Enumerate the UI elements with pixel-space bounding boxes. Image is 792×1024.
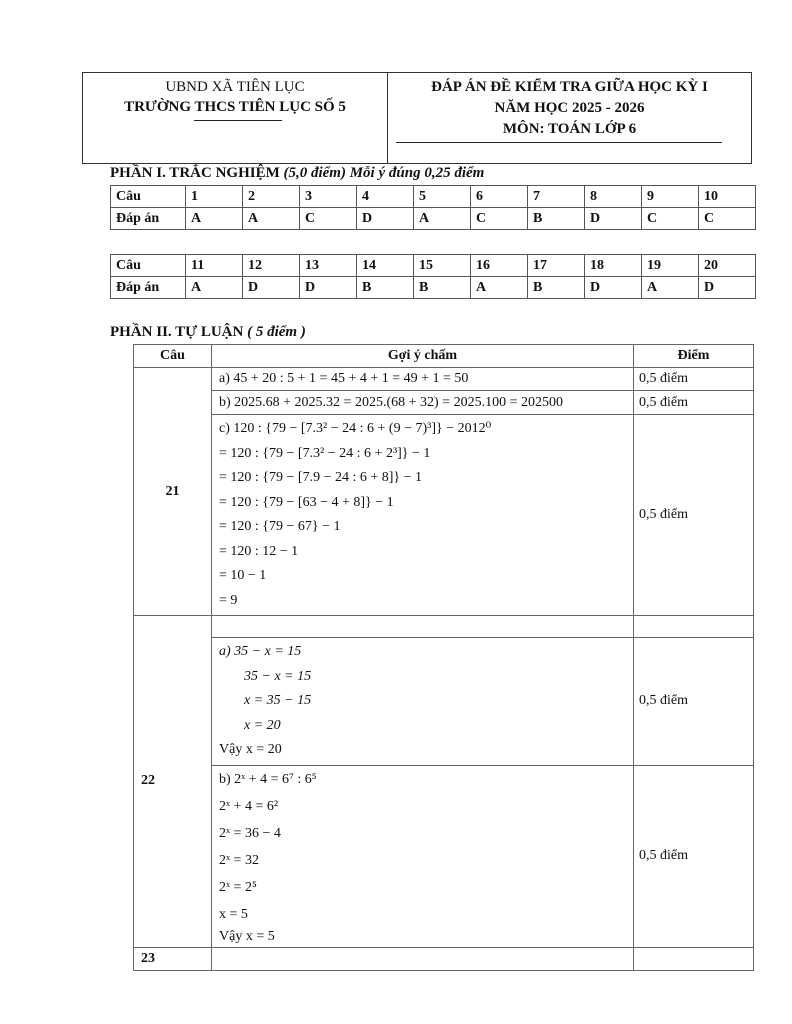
table-row-answers [111,277,756,299]
answer-cell: A [471,277,528,299]
solution-line: = 120 : {79 − [7.9 − 24 : 6 + 8]} − 1 [219,470,423,485]
question-number: 2 [243,186,300,208]
title-underline-divider [396,142,722,143]
question-number: 13 [300,255,357,277]
answer-cell: D [300,277,357,299]
document-header [82,72,752,164]
solution-line: a) 35 − x = 15 [219,644,302,659]
solution-q21c [212,415,634,616]
row-label-answer: Đáp án [111,277,186,299]
table-row-q21a [134,368,754,391]
question-number: 9 [642,186,699,208]
solution-line: x = 20 [244,717,281,733]
points-blank [634,616,754,638]
points-q21a: 0,5 điểm [634,368,754,391]
answer-cell: D [243,277,300,299]
table-row-questions [111,255,756,277]
question-number: 1 [186,186,243,208]
answer-cell: D [357,208,414,230]
question-number: 17 [528,255,585,277]
row-label-answer: Đáp án [111,208,186,230]
question-number: 11 [186,255,243,277]
question-number: 18 [585,255,642,277]
question-number: 6 [471,186,528,208]
table-row-q22b [134,765,754,947]
answer-cell: B [414,277,471,299]
school-year: NĂM HỌC 2025 - 2026 [494,100,645,116]
solution-q21a: a) 45 + 20 : 5 + 1 = 45 + 4 + 1 = 49 + 1 = 50 [212,368,634,391]
question-number: 5 [414,186,471,208]
question-number: 14 [357,255,414,277]
school-underline-divider [194,120,282,121]
solution-q23 [212,947,634,970]
solution-line: b) 2ˣ + 4 = 6⁷ : 6⁵ [219,771,317,787]
points-q21c: 0,5 điểm [634,415,754,616]
points-q23 [634,947,754,970]
essay-grading-table [133,344,754,971]
question-number: 3 [300,186,357,208]
question-number: 10 [699,186,756,208]
solution-q22b [212,765,634,947]
answer-cell: B [528,277,585,299]
solution-line: Vậy x = 5 [219,928,275,944]
answer-cell: D [585,208,642,230]
solution-q21b: b) 2025.68 + 2025.32 = 2025.(68 + 32) = 2025.100 = 202500 [212,391,634,415]
header-left [83,73,388,163]
answer-cell: A [642,277,699,299]
solution-q22a [212,638,634,766]
solution-line: = 9 [219,592,238,608]
solution-line: c) 120 : {79 − [7.3² − 24 : 6 + (9 − 7)³]} − 2012⁰ [219,421,492,436]
solution-line: 2ˣ = 2⁵ [219,879,257,895]
header-right [388,73,751,163]
table-row-answers [111,208,756,230]
authority-name: UBND XÃ TIÊN LỤC [165,79,305,95]
answer-cell: C [642,208,699,230]
table-row-q21c [134,415,754,616]
solution-line: = 120 : {79 − [63 − 4 + 8]} − 1 [219,494,394,510]
answer-cell: A [414,208,471,230]
answer-cell: A [186,208,243,230]
answer-cell: C [300,208,357,230]
points-q21b: 0,5 điểm [634,391,754,415]
table-row-q21b [134,391,754,415]
part2-note: ( 5 điểm ) [247,324,306,340]
question-number: 16 [471,255,528,277]
table-row-q22-blank [134,616,754,638]
part2-title: PHẦN II. TỰ LUẬN [110,324,244,340]
solution-line: = 120 : {79 − 67} − 1 [219,519,341,534]
solution-line: 2ˣ + 4 = 6² [219,798,279,814]
question-label-21: 21 [134,368,212,616]
part2-heading [110,324,306,341]
question-number: 12 [243,255,300,277]
answer-cell: A [186,277,243,299]
solution-line: = 120 : 12 − 1 [219,543,299,559]
solution-line: x = 35 − 15 [244,693,312,708]
row-label-question: Câu [111,186,186,208]
points-q22b: 0,5 điểm [634,765,754,947]
answer-cell: D [585,277,642,299]
answer-cell: C [699,208,756,230]
header-question: Câu [134,345,212,368]
document-title: ĐÁP ÁN ĐỀ KIỂM TRA GIỮA HỌC KỲ I [431,79,708,95]
mc-answer-table-2 [110,254,756,299]
question-number: 8 [585,186,642,208]
question-number: 15 [414,255,471,277]
part1-title: PHẦN I. TRẮC NGHIỆM [110,165,280,181]
points-q22a: 0,5 điểm [634,638,754,766]
answer-cell: B [528,208,585,230]
solution-line: 35 − x = 15 [244,668,312,684]
question-number: 19 [642,255,699,277]
table-row-q23 [134,947,754,970]
answer-cell: A [243,208,300,230]
question-number: 4 [357,186,414,208]
solution-line: x = 5 [219,906,248,922]
answer-cell: C [471,208,528,230]
part1-heading [110,165,484,182]
table-row-q22a [134,638,754,766]
solution-line: 2ˣ = 32 [219,852,259,868]
header-guide: Gợi ý chấm [212,345,634,368]
table-row-questions [111,186,756,208]
header-points: Điểm [634,345,754,368]
row-label-question: Câu [111,255,186,277]
subject: MÔN: TOÁN LỚP 6 [502,121,637,137]
solution-line: = 10 − 1 [219,568,267,583]
solution-line: 2ˣ = 36 − 4 [219,825,281,841]
table-header-row [134,345,754,368]
answer-cell: D [699,277,756,299]
answer-cell: B [357,277,414,299]
solution-line: = 120 : {79 − [7.3² − 24 : 6 + 2³]} − 1 [219,445,431,461]
part1-note: (5,0 điểm) Mỗi ý đúng 0,25 điểm [283,165,485,181]
solution-line: Vậy x = 20 [219,742,282,757]
solution-blank [212,616,634,638]
school-name: TRƯỜNG THCS TIÊN LỤC SỐ 5 [124,99,346,115]
mc-answer-table-1 [110,185,756,230]
question-label-22: 22 [134,616,212,948]
question-number: 20 [699,255,756,277]
question-number: 7 [528,186,585,208]
question-label-23: 23 [134,947,212,970]
